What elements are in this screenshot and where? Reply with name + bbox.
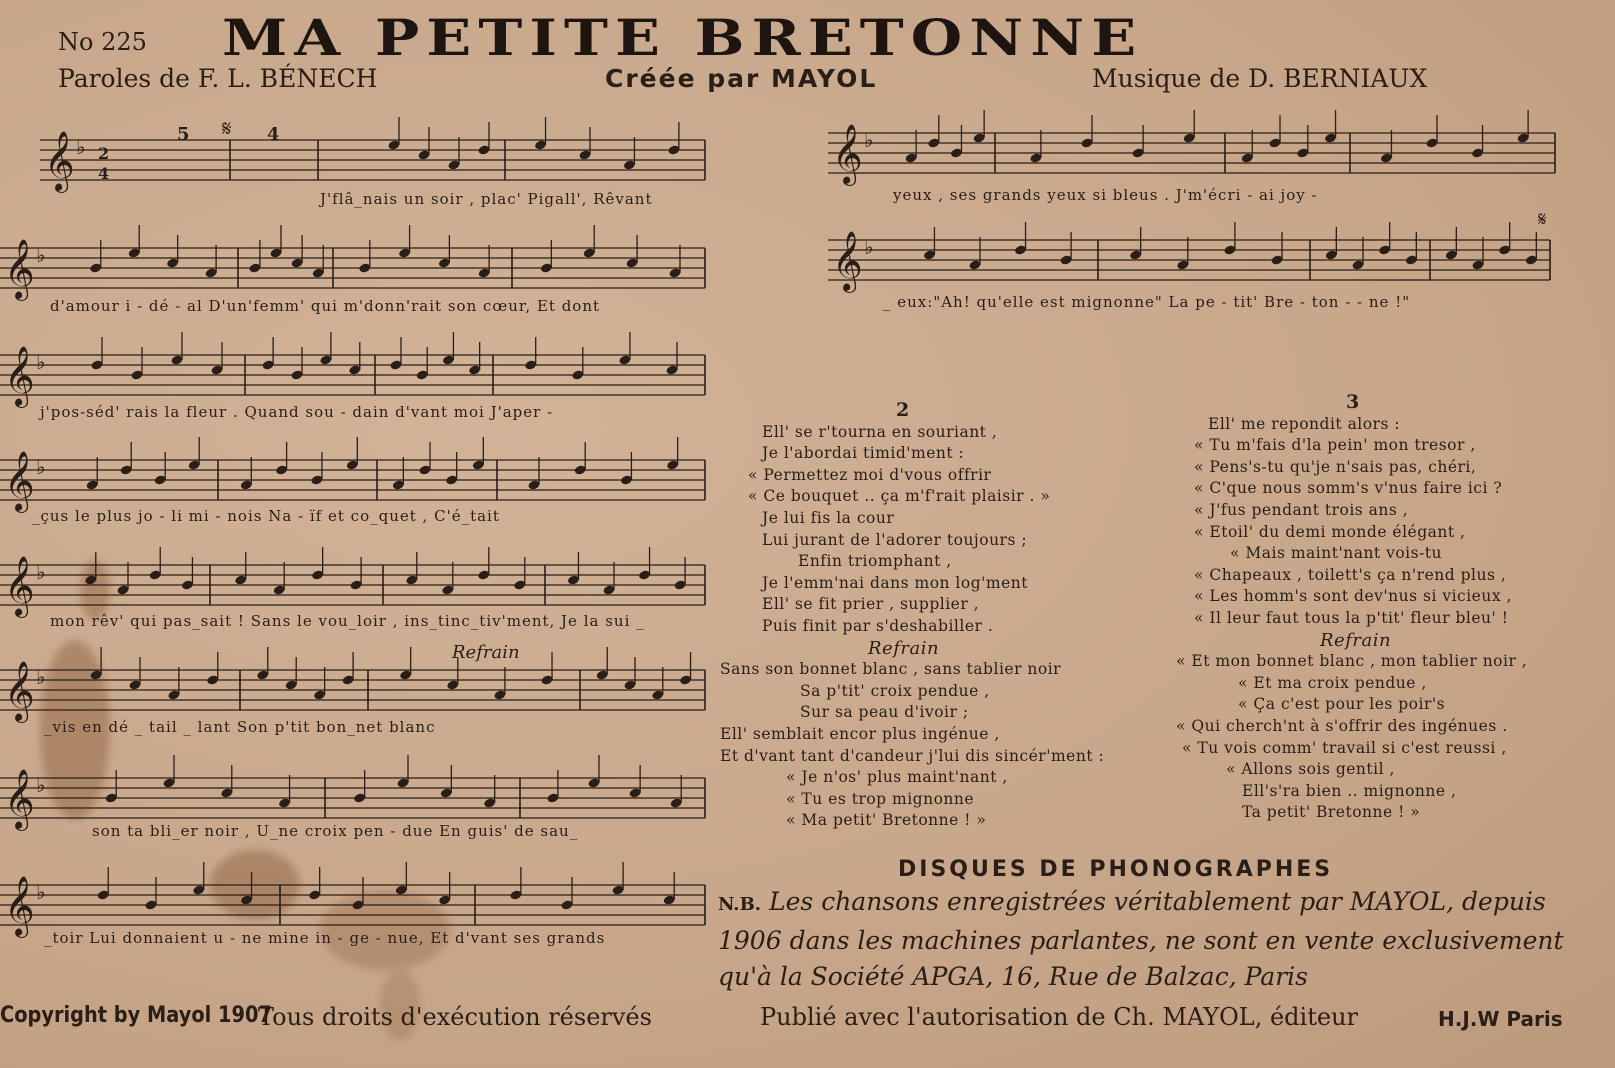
- key-signature: ♭: [36, 455, 46, 479]
- segno-sign: 𝄋: [1538, 207, 1547, 231]
- refrain-line: « Ma petit' Bretonne ! »: [786, 811, 987, 830]
- verse-2: [720, 399, 1105, 832]
- key-signature: ♭: [864, 235, 874, 259]
- treble-clef: 𝄞: [4, 239, 35, 299]
- verse-line: « Pens's-tu qu'je n'sais pas, chéri,: [1194, 457, 1477, 476]
- publisher-notice: Publié avec l'autorisation de Ch. MAYOL, éditeur: [760, 1003, 1358, 1031]
- refrain-line: Sa p'tit' croix pendue ,: [800, 681, 990, 700]
- treble-clef: 𝄞: [4, 769, 35, 829]
- refrain-line: « Allons sois gentil ,: [1226, 760, 1395, 779]
- key-signature: ♭: [36, 773, 46, 797]
- verse-line: Je l'abordai timid'ment :: [762, 444, 965, 463]
- treble-clef: 𝄞: [4, 661, 35, 721]
- verse-line: Ell' se fit prier , supplier ,: [762, 595, 980, 614]
- lyrics-line: j'pos-séd' rais la fleur . Quand sou - dain d'vant moi J'aper -: [40, 403, 554, 421]
- lyrics-line: _çus le plus jo - li mi - nois Na - ïf et co_quet , C'é_tait: [32, 507, 500, 525]
- treble-clef: 𝄞: [832, 124, 863, 184]
- treble-clef: 𝄞: [4, 451, 35, 511]
- refrain-line: Sans son bonnet blanc , sans tablier noir: [720, 660, 1062, 679]
- refrain-line: Ell's'ra bien .. mignonne ,: [1242, 781, 1457, 800]
- verse-line: Lui jurant de l'adorer toujours ;: [762, 530, 1028, 549]
- refrain-line: Sur sa peau d'ivoir ;: [800, 703, 969, 722]
- refrain-line: « Je n'os' plus maint'nant ,: [786, 768, 1008, 787]
- lyrics-line: _vis en dé _ tail _ lant Son p'tit bon_net blanc: [44, 718, 436, 736]
- verse-3: [1176, 391, 1528, 824]
- key-signature: ♭: [36, 350, 46, 374]
- disques-heading: DISQUES DE PHONOGRAPHES: [898, 857, 1334, 882]
- key-signature: ♭: [36, 880, 46, 904]
- verse-line: « J'fus pendant trois ans ,: [1194, 500, 1409, 519]
- nb-label: N.B.: [718, 894, 762, 915]
- verse-line: « Mais maint'nant vois-tu: [1230, 544, 1443, 563]
- verse-number: 3: [1346, 391, 1360, 413]
- verse-line: Ell' me repondit alors :: [1208, 414, 1401, 433]
- verse-line: « Permettez moi d'vous offrir: [748, 465, 992, 484]
- key-signature: ♭: [76, 135, 86, 159]
- verse-line: « Les homm's sont dev'nus si vicieux ,: [1194, 587, 1512, 606]
- performer-credit: Créée par MAYOL: [605, 64, 878, 93]
- refrain-line: « Tu vois comm' travail si c'est reussi ,: [1182, 738, 1507, 757]
- time-signature: 2: [98, 144, 110, 163]
- lyricist-credit: Paroles de F. L. BÉNECH: [58, 64, 378, 93]
- nb-notice: [718, 884, 1593, 995]
- verse-line: Puis finit par s'deshabiller .: [762, 616, 994, 635]
- lyrics-line: _toir Lui donnaient u - ne mine in - ge - nue, Et d'vant ses grands: [44, 929, 606, 947]
- key-signature: ♭: [36, 665, 46, 689]
- refrain-line: « Tu es trop mignonne: [786, 789, 975, 808]
- composer-credit: Musique de D. BERNIAUX: [1092, 64, 1428, 93]
- refrain-label: Refrain: [1320, 629, 1392, 651]
- verse-line: Ell' se r'tourna en souriant ,: [762, 422, 998, 441]
- key-signature: ♭: [864, 128, 874, 152]
- time-signature: 4: [98, 164, 110, 183]
- treble-clef: 𝄞: [4, 556, 35, 616]
- refrain-line: « Et ma croix pendue ,: [1238, 673, 1427, 692]
- verse-line: « Il leur faut tous la p'tit' fleur bleu' !: [1194, 608, 1509, 627]
- lyrics-line: mon rêv' qui pas_sait ! Sans le vou_loir , ins_tinc_tiv'ment, Je la sui _: [50, 612, 645, 630]
- lyrics-line: _ eux:"Ah! qu'elle est mignonne" La pe - tit' Bre - ton - - ne !": [883, 293, 1411, 311]
- lyrics-line: yeux , ses grands yeux si bleus . J'm'écri - ai joy -: [893, 186, 1318, 204]
- lyrics-line: son ta bli_er noir , U_ne croix pen - due En guis' de sau_: [92, 822, 579, 840]
- copyright-line: Copyright by Mayol 1907: [0, 1003, 272, 1028]
- key-signature: ♭: [36, 243, 46, 267]
- refrain-line: « Qui cherch'nt à s'offrir des ingénues .: [1176, 716, 1508, 735]
- measure-number: 5: [177, 124, 190, 145]
- measure-number: 4: [267, 124, 280, 145]
- refrain-label: Refrain: [452, 642, 520, 663]
- key-signature: ♭: [36, 560, 46, 584]
- refrain-line: Ta petit' Bretonne ! »: [1242, 803, 1421, 822]
- refrain-line: Et d'vant tant d'candeur j'lui dis sincér'ment :: [720, 746, 1105, 765]
- refrain-line: Ell' semblait encor plus ingénue ,: [720, 724, 1000, 743]
- printer-mark: H.J.W Paris: [1438, 1007, 1563, 1031]
- verse-line: « C'que nous somm's v'nus faire ici ?: [1194, 479, 1503, 498]
- verse-line: Enfin triomphant ,: [798, 552, 952, 571]
- lyrics-line: J'flâ_nais un soir , plac' Pigall', Rêvant: [320, 190, 653, 208]
- nb-text: Les chansons enregistrées véritablement par MAYOL, depuis 1906 dans les machines parlantes, ne sont en vente exclusivement qu'à la Société APGA, 16, Rue de Balzac, Paris: [718, 887, 1564, 991]
- song-title: MA PETITE BRETONNE: [222, 8, 1144, 67]
- rights-notice: Tous droits d'exécution réservés: [258, 1003, 652, 1031]
- treble-clef: 𝄞: [4, 346, 35, 406]
- treble-clef: 𝄞: [44, 131, 75, 191]
- verse-line: « Etoil' du demi monde élégant ,: [1194, 522, 1466, 541]
- treble-clef: 𝄞: [832, 231, 863, 291]
- refrain-line: « Et mon bonnet blanc , mon tablier noir ,: [1176, 652, 1528, 671]
- verse-line: Je l'emm'nai dans mon log'ment: [762, 573, 1028, 592]
- treble-clef: 𝄞: [4, 876, 35, 936]
- segno-sign: 𝄋: [222, 117, 232, 142]
- verse-number: 2: [896, 399, 910, 421]
- lyrics-line: d'amour i - dé - al D'un'femm' qui m'donn'rait son cœur, Et dont: [50, 297, 601, 315]
- refrain-label: Refrain: [868, 637, 940, 659]
- verse-line: « Chapeaux , toilett's ça n'rend plus ,: [1194, 565, 1507, 584]
- song-number: No 225: [58, 28, 147, 56]
- verse-line: « Tu m'fais d'la pein' mon tresor ,: [1194, 436, 1476, 455]
- verse-line: Je lui fis la cour: [762, 508, 895, 527]
- verse-line: « Ce bouquet .. ça m'f'rait plaisir . »: [748, 487, 1051, 506]
- refrain-line: « Ça c'est pour les poir's: [1238, 695, 1446, 714]
